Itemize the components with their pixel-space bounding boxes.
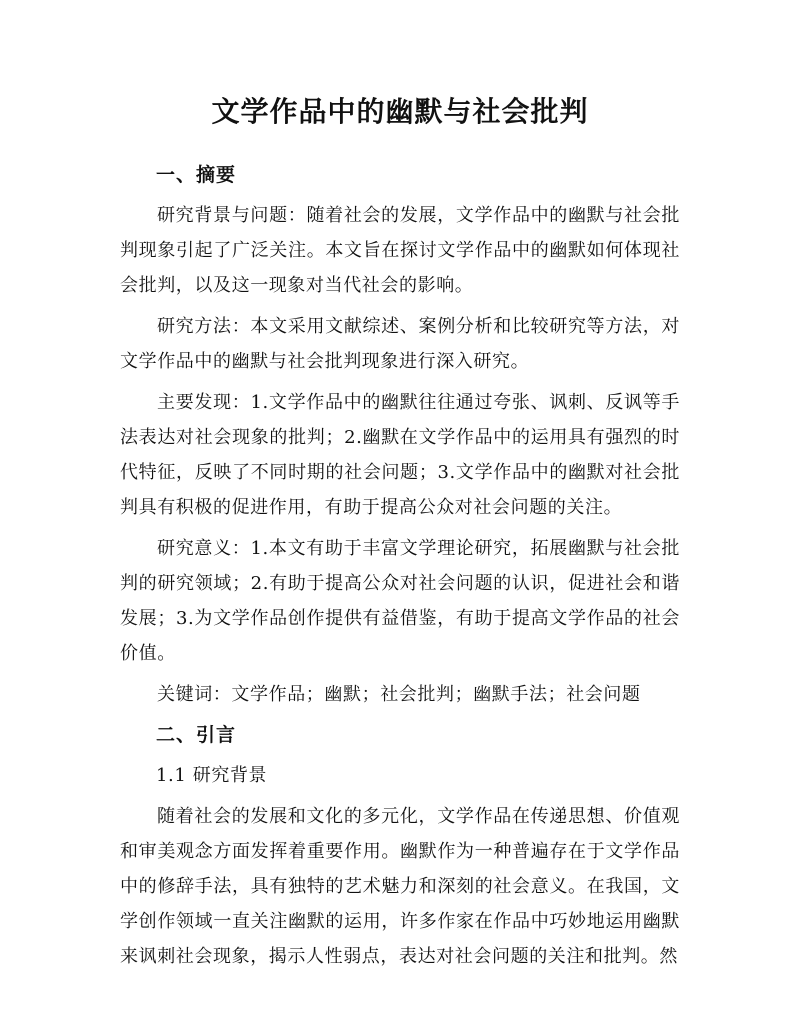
- abstract-paragraph-findings: 主要发现：1.文学作品中的幽默往往通过夸张、讽刺、反讽等手法表达对社会现象的批判；2.幽默在文学作品中的运用具有强烈的时代特征，反映了不同时期的社会问题；3.文学作品中的幽默对社会批判具有积极的促进作用，有助于提高公众对社会问题的关注。: [120, 392, 680, 518]
- document-title: 文学作品中的幽默与社会批判: [211, 95, 589, 128]
- subsection-heading-research-background: 1.1 研究背景: [156, 765, 268, 786]
- abstract-paragraph-methods: 研究方法：本文采用文献综述、案例分析和比较研究等方法，对文学作品中的幽默与社会批判现象进行深入研究。: [120, 316, 680, 372]
- abstract-paragraph-background: 研究背景与问题：随着社会的发展，文学作品中的幽默与社会批判现象引起了广泛关注。本文旨在探讨文学作品中的幽默如何体现社会批判，以及这一现象对当代社会的影响。: [120, 205, 680, 296]
- section-heading-abstract: 一、摘要: [156, 164, 237, 186]
- section-heading-introduction: 二、引言: [156, 724, 237, 746]
- abstract-paragraph-significance: 研究意义：1.本文有助于丰富文学理论研究，拓展幽默与社会批判的研究领域；2.有助于提高公众对社会问题的认识，促进社会和谐发展；3.为文学作品创作提供有益借鉴，有助于提高文学作品的社会价值。: [120, 538, 680, 664]
- intro-paragraph: 随着社会的发展和文化的多元化，文学作品在传递思想、价值观和审美观念方面发挥着重要作用。幽默作为一种普遍存在于文学作品中的修辞手法，具有独特的艺术魅力和深刻的社会意义。在我国，文学创作领域一直关注幽默的运用，许多作家在作品中巧妙地运用幽默来讽刺社会现象，揭示人性弱点，表达对社会问题的关注和批判。然: [120, 806, 680, 967]
- keywords-line: 关键词：文学作品；幽默；社会批判；幽默手法；社会问题: [157, 684, 641, 705]
- document-page: [120, 92, 680, 980]
